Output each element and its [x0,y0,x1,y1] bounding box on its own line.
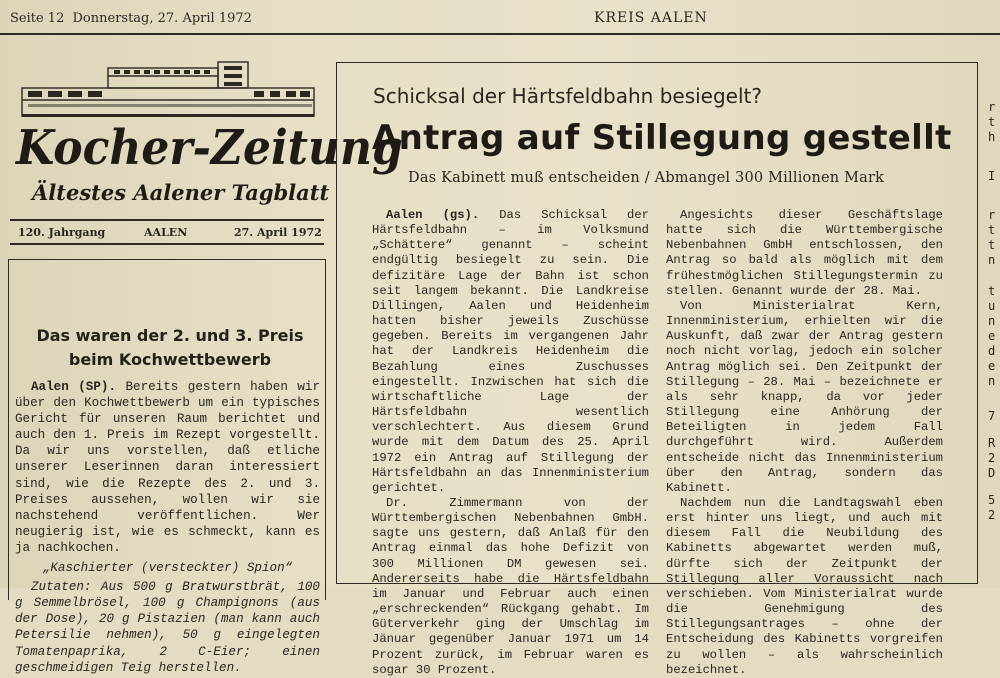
left-article-lead-paragraph [15,379,320,556]
edge-char: n [988,253,996,267]
city-label: AALEN [144,226,188,239]
col1-paragraph-2: Dr. Zimmermann von der Württembergischen Nebenbahnen GmbH. sagte uns gestern, daß Anlaß für den Antrag einmal das hohe Defizit von 300 Millionen DM gewesen sei. Andererseits habe die Härtsfeldbahn im Januar und Februar auch einen „erschreckenden“ Rückgang gehabt. Im Güterverkehr ging der Umschlag im Jänuar gegenüber Januar 1971 um 14 Prozent zurück, im Februar waren es sogar 30 Prozent. [372,495,649,677]
volume-label: 120. Jahrgang [18,226,106,239]
issue-date: Donnerstag, 27. April 1972 [72,11,252,26]
main-article-kicker: Schicksal der Härtsfeldbahn besiegelt? [373,84,763,108]
edge-char: e [988,359,996,373]
adjacent-column-fragment [988,100,1000,523]
col2-paragraph-2: Von Ministerialrat Kern, Innenministerium, erhielten wir die Auskunft, daß zwar der Antrag gestern noch nicht vorlag, jedoch ein solcher Antrag möglich sei. Den Zeitpunkt der Stillegung – 28. Mai – bezeichnete er als sehr knapp, da vor jeder Stillegung eine Anhörung der Beteiligten in jedem Fall durchgeführt wird. Außerdem entscheide nicht das Innenministerium über den Antrag, sondern das Kabinett. [666,298,943,495]
section-title: KREIS AALEN [594,10,708,26]
page-header-left [10,11,252,26]
masthead-rule-bottom [10,243,324,245]
left-article-lead: Bereits gestern haben wir über den Kochwettbewerb um ein typisches Gericht für unseren Raum berichtet und auch den 1. Preis im Rezept vorgestellt. Da wir uns vorstellen, daß etliche unserer Leserinnen daran interessiert sind, wie die Rezepte des 2. und 3. Preises aussehen, wollen wir sie nachstehend veröffentlichen. Wer neugierig ist, wie es schmeckt, kann es ja nachkochen. [15,380,321,555]
main-article-column-1 [372,208,649,678]
edge-char: t [988,238,996,252]
edge-char: d [988,344,996,358]
main-article-dateline: Aalen (gs). [386,208,480,222]
edge-gap [988,389,1000,409]
edge-char: t [988,223,996,237]
edge-char: h [988,130,996,144]
edge-gap [988,184,1000,208]
edge-char: D [988,466,996,480]
edge-char: t [988,115,996,129]
edge-char: 2 [988,451,996,465]
left-article-body [15,379,320,676]
recipe-ingredients: Zutaten: Aus 500 g Bratwurstbrät, 100 g Semmelbrösel, 100 g Champignons (aus der Dose), 20 g Pistazien (man kann auch Petersilie nehmen), 50 g eingelegten Tomatenpaprika, 2 C-Eier; einen geschmeidigen Teig herstellen. [15,580,320,675]
edge-char: 7 [988,409,996,423]
masthead-rule-top [10,219,324,221]
col1-paragraph-1 [372,208,649,496]
edge-char: n [988,314,996,328]
col2-paragraph-1: Angesichts dieser Geschäftslage hatte sich die Württembergische Nebenbahnen GmbH entschlossen, den Antrag so bald als möglich mit dem frühestmöglichen Stillegungstermin zu stellen. Genannt wurde der 28. Mai. [666,208,943,298]
edge-char: r [988,208,996,222]
building-illustration [18,60,318,118]
left-article-dateline: Aalen (SP). [31,380,117,394]
page-number: Seite 12 [10,11,65,26]
edge-char: e [988,329,996,343]
masthead-title: Kocher-Zeitung [16,121,403,177]
left-article-headline: Das waren der 2. und 3. Preis beim Kochwettbewerb [36,326,304,369]
edge-char: u [988,299,996,313]
col2-paragraph-3: Nachdem nun die Landtagswahl eben erst hinter uns liegt, und auch mit diesem Fall die Neubildung des Kabinetts abgewartet werden muß, dürfte sich der Zeitpunkt der Stillegung aller Voraussicht nach verschieben. Vom Ministerialrat wurde die Genehmigung des Stillegungsantrages – ohne der Entscheidung des Kabinetts vorgreifen zu wollen – als wahrscheinlich bezeichnet. [666,495,943,677]
edge-char: n [988,374,996,388]
edge-gap [988,424,1000,436]
edge-gap [988,145,1000,169]
main-article-headline: Antrag auf Stillegung gestellt [372,118,952,158]
edge-gap [988,268,1000,284]
col1-paragraph-1-text: Das Schicksal der Härtsfeldbahn – im Volksmund „Schättere“ genannt – scheint endgültig besiegelt zu sein. Die defizitäre Lage der Bahn ist schon seit langem bekannt. Die Landkreise Dillingen, Aalen und Heidenheim hatten bisher jeweils Zuschüsse gegeben. Bereits im vergangenen Jahr hat der Landkreis Heidenheim die Bezahlung eines Zuschusses eingestellt. Inzwischen hat sich die wirtschaftliche Lage der Härtsfeldbahn wesentlich verschlechtert. Aus diesem Grund wurde mit dem Datum des 25. April 1972 ein Antrag auf Stillegung der Härtsfeldbahn an das Innenministerium gerichtet. [372,208,649,495]
masthead-subtitle: Ältestes Aalener Tagblatt [32,180,330,205]
recipe-title: „Kaschierter (versteckter) Spion“ [42,561,293,576]
main-article-subhead: Das Kabinett muß entscheiden / Abmangel 300 Millionen Mark [408,170,885,186]
masthead-date: 27. April 1972 [234,226,322,239]
edge-char: r [988,100,996,114]
edge-char: 5 [988,493,996,507]
header-rule [0,33,1000,35]
main-article-column-2 [666,208,943,678]
edge-char: 2 [988,508,996,522]
edge-char: I [988,169,996,183]
edge-char: t [988,284,996,298]
edge-char: R [988,436,996,450]
edge-gap [988,481,1000,493]
